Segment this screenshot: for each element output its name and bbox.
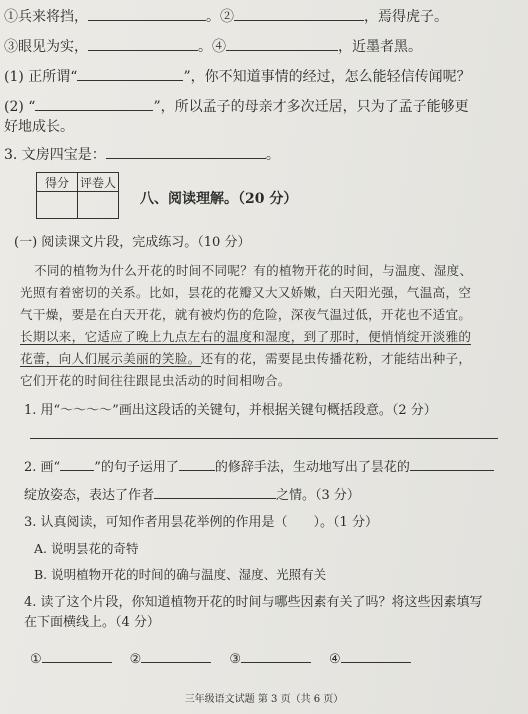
answer-row: ① ② ③ ④: [30, 648, 411, 669]
grader-cell[interactable]: [78, 192, 119, 219]
question-2-cont: 绽放姿态，表达了作者 之情。（3 分）: [24, 484, 360, 505]
idiom-use-line-2-cont: 好地成长。: [4, 119, 74, 135]
score-box: [36, 172, 119, 219]
answer-blank[interactable]: [88, 36, 198, 51]
option-b[interactable]: B. 说明植物开花的时间的确与温度、湿度、光照有关: [34, 567, 327, 582]
answer-blank[interactable]: [42, 648, 112, 663]
answer-blank[interactable]: [410, 456, 494, 471]
answer-blank[interactable]: [141, 648, 211, 663]
answer-blank[interactable]: [234, 6, 364, 21]
section-heading: 八、阅读理解。（20 分）: [140, 191, 298, 207]
part-title: (一) 阅读课文片段，完成练习。（10 分）: [14, 235, 251, 250]
underlined-sentence: 长期以来，它适应了晚上九点左右的温度和湿度，到了那时，便悄悄绽开淡雅的: [20, 329, 472, 344]
answer-blank[interactable]: [35, 96, 153, 111]
passage-line: [20, 328, 471, 346]
answer-blank[interactable]: [341, 648, 411, 663]
idiom-use-line-1: (1) 正所谓“ ”，你不知道事情的经过，怎么能轻信传闻呢？: [4, 66, 471, 86]
answer-blank[interactable]: [106, 144, 266, 159]
question-4-cont: 在下面横线上。（4 分）: [24, 615, 160, 630]
answer-blank[interactable]: [60, 456, 94, 471]
passage-line: 光照有着密切的关系。比如，昙花的花瓣又大又娇嫩，白天阳光强，气温高，空: [20, 285, 472, 300]
question-3-four-treasures: 3. 文房四宝是： 。: [4, 144, 280, 164]
idiom-line-2: ③眼见为实， 。④ ，近墨者黑。: [4, 36, 422, 56]
question-3: 3. 认真阅读，可知作者用昙花举例的作用是（ ）。（1 分）: [24, 515, 378, 530]
passage-line: 它们开花的时间往往跟昆虫活动的时间相吻合。: [20, 373, 291, 388]
answer-blank[interactable]: [226, 36, 338, 51]
question-4: 4. 读了这个片段，你知道植物开花的时间与哪些因素有关了吗？将这些因素填写: [24, 595, 483, 610]
option-a[interactable]: A. 说明昙花的奇特: [34, 541, 139, 556]
answer-blank[interactable]: [77, 66, 183, 81]
answer-blank[interactable]: [88, 6, 206, 21]
idiom-line-1: ①兵来将挡， 。② ，焉得虎子。: [4, 6, 448, 26]
underlined-sentence: 花蕾，向人们展示美丽的笑脸。: [20, 351, 201, 366]
idiom-use-line-2: (2) “ ”，所以孟子的母亲才多次迁居，只为了孟子能够更: [4, 96, 469, 116]
passage-line: 不同的植物为什么开花的时间不同呢？有的植物开花的时间，与温度、湿度、: [34, 263, 473, 278]
score-label: 得分: [37, 173, 78, 192]
answer-blank[interactable]: [241, 648, 311, 663]
score-cell[interactable]: [37, 192, 78, 219]
answer-blank[interactable]: [179, 456, 215, 471]
page-footer: 三年级语文试题 第 3 页（共 6 页）: [184, 694, 344, 705]
grader-label: 评卷人: [78, 173, 119, 192]
answer-blank[interactable]: [154, 484, 276, 499]
question-1: 1. 用“～～～～”画出这段话的关键句，并根据关键句概括段意。（2 分）: [24, 403, 437, 418]
passage-line: 气干燥，要是在白天开花，就有被灼伤的危险，深夜气温过低，开花也不适宜。: [20, 307, 472, 322]
answer-line[interactable]: [30, 438, 498, 439]
question-2: 2. 画“ ”的句子运用了 的修辞手法，生动地写出了昙花的: [24, 456, 494, 477]
passage-line: 花蕾，向人们展示美丽的笑脸。还有的花，需要昆虫传播花粉，才能结出种子，: [20, 351, 472, 366]
